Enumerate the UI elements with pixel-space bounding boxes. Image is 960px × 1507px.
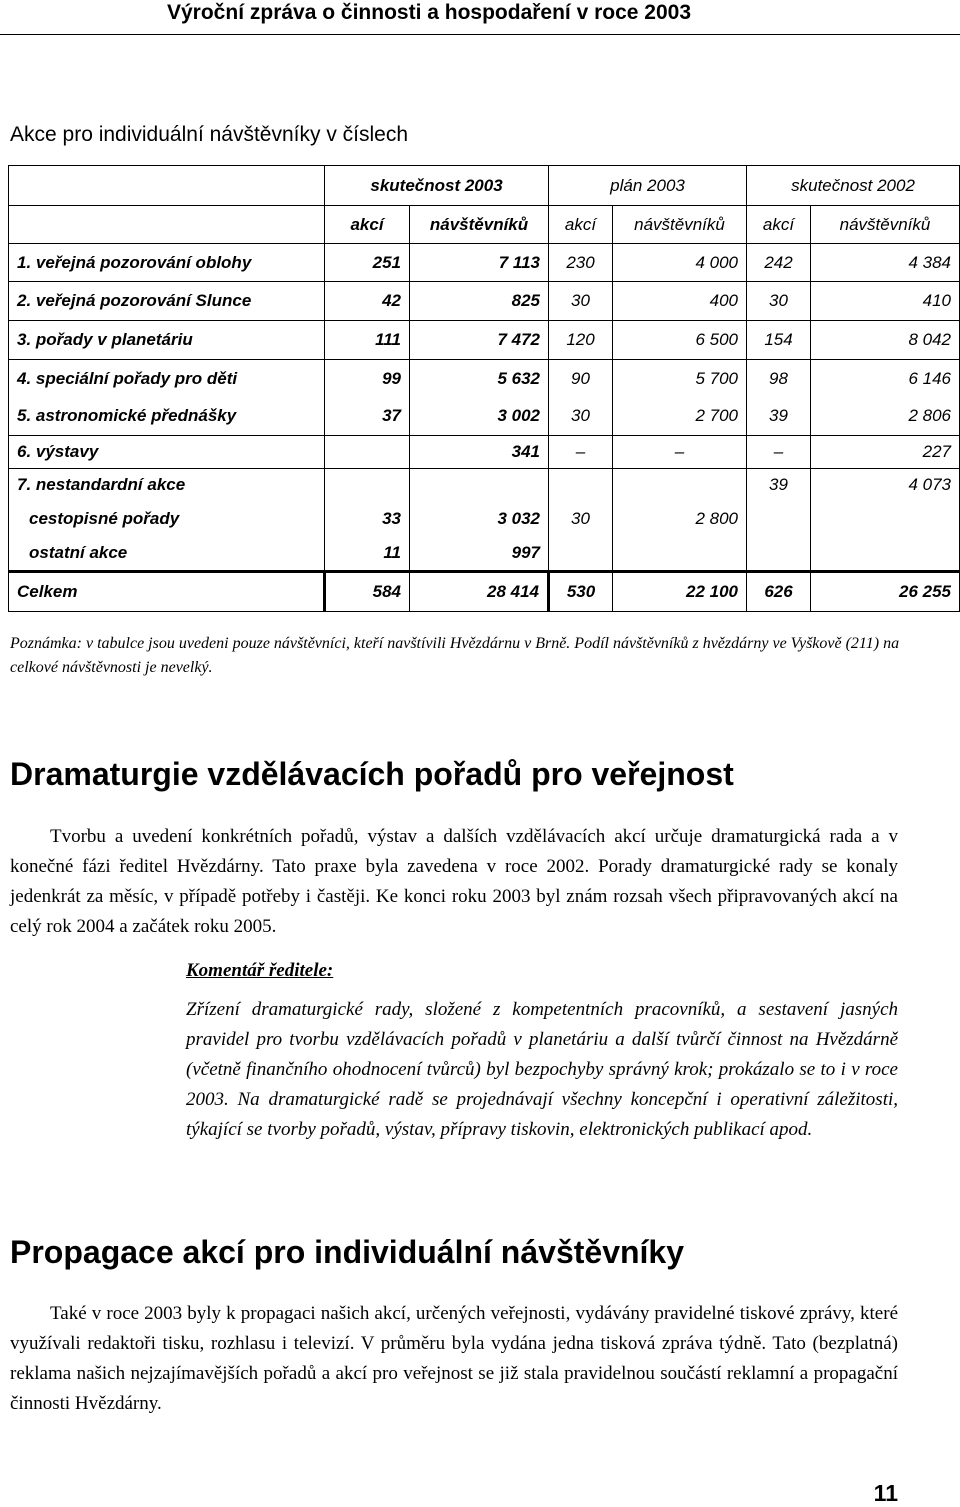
running-header: [0, 0, 960, 35]
cell-value: [549, 536, 613, 572]
cell-value: 997: [410, 536, 549, 572]
cell-value: 8 042: [811, 321, 960, 360]
table-subheader-row: [9, 206, 960, 244]
cell-value: 120: [549, 321, 613, 360]
cell-value: 90: [549, 360, 613, 398]
cell-value: [811, 502, 960, 536]
total-value: 26 255: [811, 572, 960, 612]
group-header-actual-2003: skutečnost 2003: [325, 166, 549, 206]
subheader-visitors: návštěvníků: [613, 206, 747, 244]
cell-value: [747, 536, 811, 572]
row-label: 4. speciální pořady pro děti: [9, 360, 325, 398]
cell-value: 6 146: [811, 360, 960, 398]
cell-value: [613, 469, 747, 502]
table-row: [9, 502, 960, 536]
empty-subheader-cell: [9, 206, 325, 244]
table-row: [9, 469, 960, 502]
cell-value: 30: [549, 398, 613, 436]
cell-value: 4 384: [811, 244, 960, 282]
group-header-plan-2003: plán 2003: [549, 166, 747, 206]
row-label: cestopisné pořady: [9, 502, 325, 536]
cell-value: 5 632: [410, 360, 549, 398]
subheader-visitors: návštěvníků: [811, 206, 960, 244]
cell-value: [325, 469, 410, 502]
report-title: Výroční zpráva o činnosti a hospodaření v roce 2003: [167, 1, 692, 24]
row-label: 7. nestandardní akce: [9, 469, 325, 502]
cell-value: 37: [325, 398, 410, 436]
cell-value: 3 002: [410, 398, 549, 436]
cell-value: 7 472: [410, 321, 549, 360]
table-total-row: [9, 572, 960, 612]
section-heading-dramaturgy: Dramaturgie vzdělávacích pořadů pro veřejnost: [10, 756, 734, 792]
dramaturgy-paragraph: Tvorbu a uvedení konkrétních pořadů, výstav a dalších vzdělávacích akcí určuje dramaturgická rada a v konečné fázi ředitel Hvězdárny. Tato praxe byla zavedena v roce 2002. Porady dramaturgické rady se konaly jedenkrát za měsíc, v případě potřeby i častěji. Ke konci roku 2003 byl znám rozsah všech připravovaných akcí na celý rok 2004 a začátek roku 2005.: [10, 826, 898, 937]
total-value: 28 414: [410, 572, 549, 612]
promotion-paragraph: Také v roce 2003 byly k propagaci našich akcí, určených veřejnosti, vydávány pravidelné tiskové zprávy, které využívali redaktoři tisku, rozhlasu i televizí. V průměru byla vydána jedna tisková zpráva týdně. Tato (bezplatná) reklama našich nejzajímavějších pořadů a akcí pro veřejnost se již stala pravidelnou součástí reklamní a propagační činnosti Hvězdárny.: [10, 1303, 898, 1414]
cell-value: 3 032: [410, 502, 549, 536]
statistics-table: [8, 165, 960, 612]
cell-value: 4 073: [811, 469, 960, 502]
cell-value: [410, 469, 549, 502]
cell-value: 400: [613, 282, 747, 321]
cell-value: 4 000: [613, 244, 747, 282]
group-header-actual-2002: skutečnost 2002: [747, 166, 960, 206]
cell-value: –: [747, 436, 811, 469]
table-title: Akce pro individuální návštěvníky v číslech: [10, 123, 409, 146]
cell-value: 251: [325, 244, 410, 282]
total-label: Celkem: [9, 572, 325, 612]
cell-value: 341: [410, 436, 549, 469]
cell-value: [325, 436, 410, 469]
cell-value: 30: [549, 282, 613, 321]
table-group-header-row: [9, 166, 960, 206]
comment-text: Zřízení dramaturgické rady, složené z kompetentních pracovníků, a sestavení jasných pravidel pro tvorbu vzdělávacích pořadů v planetáriu a další tvůrčí činnost na Hvězdárně (včetně finančního ohodnocení tvůrců) byl bezpochyby správný krok; prokázalo se to i v roce 2003. Na dramaturgické radě se projednávají všechny koncepční i operativní záležitosti, týkající se tvorby pořadů, výstav, přípravy tiskovin, elektronických publikací apod.: [186, 999, 898, 1140]
table-row: [9, 398, 960, 436]
table-row: [9, 282, 960, 321]
cell-value: 154: [747, 321, 811, 360]
row-label: 1. veřejná pozorování oblohy: [9, 244, 325, 282]
cell-value: 242: [747, 244, 811, 282]
cell-value: [549, 469, 613, 502]
total-value: 530: [549, 572, 613, 612]
row-label: 3. pořady v planetáriu: [9, 321, 325, 360]
table-row: [9, 536, 960, 572]
row-label: 2. veřejná pozorování Slunce: [9, 282, 325, 321]
cell-value: –: [613, 436, 747, 469]
total-value: 626: [747, 572, 811, 612]
comment-label: Komentář ředitele:: [186, 960, 334, 981]
section-heading-promotion: Propagace akcí pro individuální návštěvníky: [10, 1234, 685, 1270]
cell-value: [747, 502, 811, 536]
row-label: 5. astronomické přednášky: [9, 398, 325, 436]
cell-value: 11: [325, 536, 410, 572]
cell-value: 111: [325, 321, 410, 360]
row-label: ostatní akce: [9, 536, 325, 572]
cell-value: 2 806: [811, 398, 960, 436]
cell-value: 30: [549, 502, 613, 536]
cell-value: 98: [747, 360, 811, 398]
cell-value: 5 700: [613, 360, 747, 398]
cell-value: 39: [747, 469, 811, 502]
cell-value: 42: [325, 282, 410, 321]
total-value: 584: [325, 572, 410, 612]
cell-value: 2 700: [613, 398, 747, 436]
cell-value: 2 800: [613, 502, 747, 536]
cell-value: 6 500: [613, 321, 747, 360]
page-number: 11: [873, 1480, 898, 1506]
cell-value: 99: [325, 360, 410, 398]
cell-value: [613, 536, 747, 572]
subheader-events: akcí: [549, 206, 613, 244]
cell-value: 825: [410, 282, 549, 321]
cell-value: 7 113: [410, 244, 549, 282]
cell-value: 227: [811, 436, 960, 469]
table-row: [9, 244, 960, 282]
subheader-events: akcí: [325, 206, 410, 244]
cell-value: –: [549, 436, 613, 469]
subheader-visitors: návštěvníků: [410, 206, 549, 244]
subheader-events: akcí: [747, 206, 811, 244]
director-comment: [186, 956, 898, 1145]
row-label: 6. výstavy: [9, 436, 325, 469]
cell-value: 30: [747, 282, 811, 321]
cell-value: 39: [747, 398, 811, 436]
cell-value: 410: [811, 282, 960, 321]
total-value: 22 100: [613, 572, 747, 612]
cell-value: [811, 536, 960, 572]
cell-value: 230: [549, 244, 613, 282]
table-note: Poznámka: v tabulce jsou uvedeni pouze návštěvníci, kteří navštívili Hvězdárnu v Brně. Podíl návštěvníků z hvězdárny ve Vyškově (211) na celkové návštěvnosti je nevelký.: [10, 635, 900, 676]
table-row: [9, 436, 960, 469]
cell-value: 33: [325, 502, 410, 536]
empty-header-cell: [9, 166, 325, 206]
table-row: [9, 360, 960, 398]
table-row: [9, 321, 960, 360]
